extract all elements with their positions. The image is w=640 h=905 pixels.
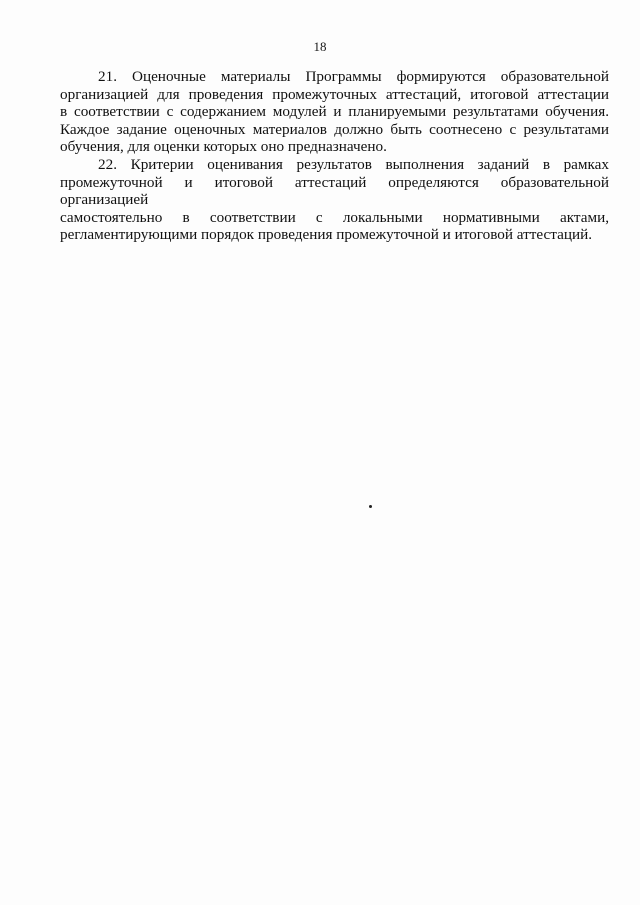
document-body (60, 68, 609, 244)
paragraph-21-line-5: обучения, для оценки которых оно предназначено. (60, 138, 387, 156)
page-number: 18 (313, 39, 327, 54)
paragraph-22 (60, 156, 609, 244)
paragraph-21-line-2: организацией для проведения промежуточных аттестаций, итоговой аттестации (60, 85, 609, 103)
paragraph-22-line-2: промежуточной и итоговой аттестаций определяются образовательной организацией (60, 173, 609, 209)
paragraph-21 (60, 68, 609, 156)
paragraph-21-line-4: Каждое задание оценочных материалов должно быть соотнесено с результатами (60, 120, 609, 138)
paragraph-22-line-1: 22. Критерии оценивания результатов выполнения заданий в рамках (98, 155, 609, 173)
paragraph-21-line-1: 21. Оценочные материалы Программы формируются образовательной (98, 68, 609, 85)
paragraph-22-line-4: регламентирующими порядок проведения промежуточной и итоговой аттестаций. (60, 226, 593, 244)
paragraph-22-line-3: самостоятельно в соответствии с локальными нормативными актами, (60, 208, 609, 226)
scan-speck (369, 505, 372, 508)
paragraph-21-line-3: в соответствии с содержанием модулей и планируемыми результатами обучения. (60, 103, 609, 121)
